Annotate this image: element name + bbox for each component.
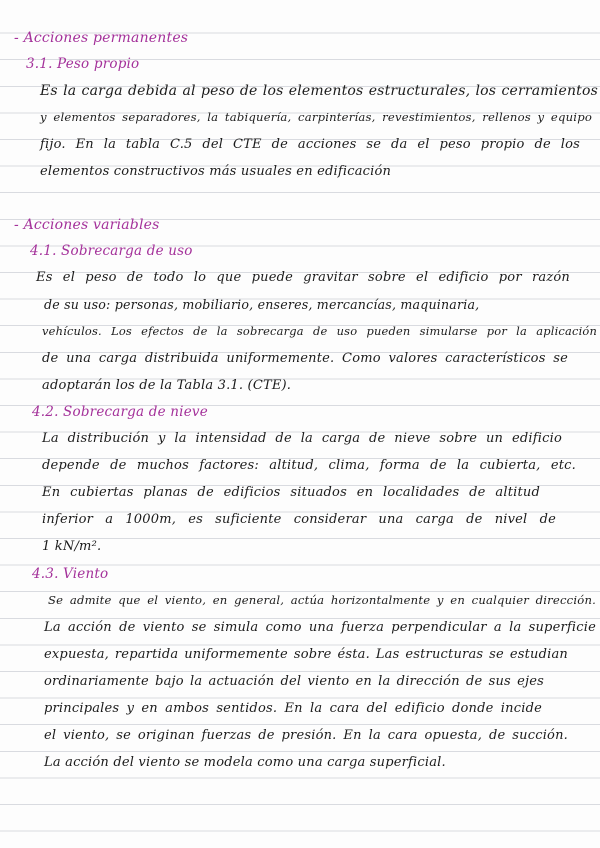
text-line: fijo. En la tabla C.5 del CTE de acciones se da el peso propio de los [40, 137, 580, 152]
text-line: elementos constructivos más usuales en edificación [40, 164, 392, 179]
text-line: vehículos. Los efectos de la sobrecarga de uso pueden simularse por la aplicación [42, 324, 597, 338]
text-line: La acción del viento se modela como una carga superficial. [44, 755, 446, 770]
text-line: inferior a 1000m, es suficiente considerar una carga de nivel de [42, 512, 556, 527]
text-line: ordinariamente bajo la actuación del viento en la dirección de sus ejes [44, 674, 544, 689]
text-line: el viento, se originan fuerzas de presión. En la cara opuesta, de succión. [44, 728, 568, 743]
text-line: y elementos separadores, la tabiquería, carpinterías, revestimientos, rellenos y equipo [40, 110, 592, 124]
text-line: principales y en ambos sentidos. En la cara del edificio donde incide [44, 701, 542, 716]
section-heading-variable: - Acciones variables [14, 217, 160, 233]
section-heading-permanent: - Acciones permanentes [14, 30, 189, 46]
subsection-title-sobrecarga-uso: 4.1. Sobrecarga de uso [30, 243, 193, 259]
text-line: Es el peso de todo lo que puede gravitar sobre el edificio por razón [36, 270, 570, 285]
text-line: de su uso: personas, mobiliario, enseres, mercancías, maquinaria, [44, 297, 480, 312]
text-line: La acción de viento se simula como una fuerza perpendicular a la superficie [44, 620, 596, 635]
subsection-title-viento: 4.3. Viento [32, 566, 109, 582]
text-line: adoptarán los de la Tabla 3.1. (CTE). [42, 378, 292, 393]
text-line: Se admite que el viento, en general, actúa horizontalmente y en cualquier dirección. [48, 593, 596, 607]
text-line: expuesta, repartida uniformemente sobre ésta. Las estructuras se estudian [44, 647, 568, 662]
subsection-title-sobrecarga-nieve: 4.2. Sobrecarga de nieve [32, 404, 208, 420]
text-line: 1 kN/m². [42, 539, 102, 554]
subsection-title-peso-propio: 3.1. Peso propio [26, 56, 140, 72]
text-line: En cubiertas planas de edificios situados en localidades de altitud [42, 485, 540, 500]
text-line: depende de muchos factores: altitud, clima, forma de la cubierta, etc. [42, 458, 576, 473]
text-line: de una carga distribuida uniformemente. Como valores característicos se [42, 351, 568, 366]
text-line: La distribución y la intensidad de la carga de nieve sobre un edificio [42, 431, 562, 446]
text-line: Es la carga debida al peso de los elementos estructurales, los cerramientos [40, 83, 598, 99]
